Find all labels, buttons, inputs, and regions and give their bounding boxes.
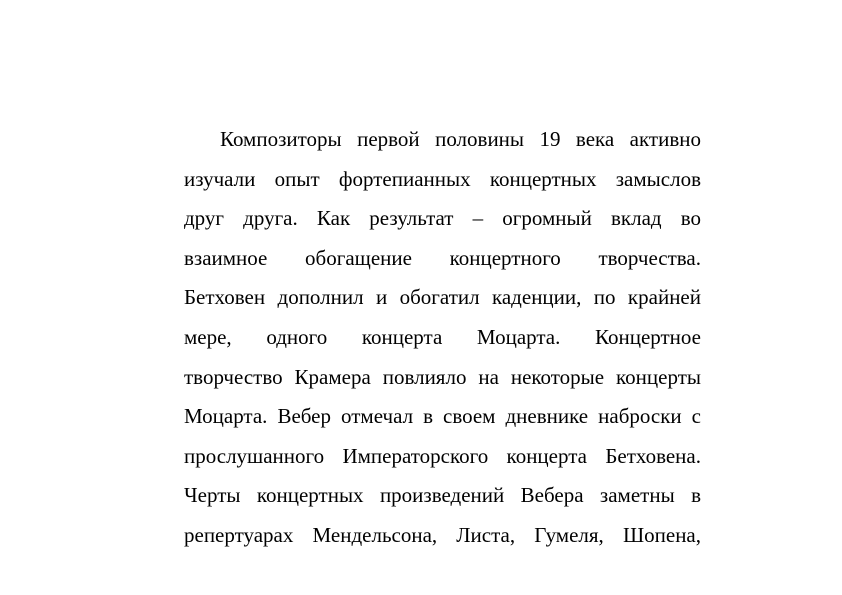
text-line-4: взаимное обогащение концертного творчества. <box>184 245 701 270</box>
text-line-2: изучали опыт фортепианных концертных замыслов <box>184 166 701 191</box>
text-line-1: Композиторы первой половины 19 века активно <box>220 127 701 151</box>
text-line-3: друг друга. Как результат – огромный вклад во <box>184 206 701 231</box>
text-line-6: мере, одного концерта Моцарта. Концертное <box>184 324 701 349</box>
body-paragraph <box>184 124 701 560</box>
text-line-11: репертуарах Мендельсона, Листа, Гумеля, Шопена, <box>184 522 701 547</box>
text-line-8: Моцарта. Вебер отмечал в своем дневнике наброски с <box>184 404 701 429</box>
text-line-5: Бетховен дополнил и обогатил каденции, по крайней <box>184 285 701 310</box>
text-line-10: Черты концертных произведений Вебера заметны в <box>184 483 701 508</box>
text-line-7: творчество Крамера повлияло на некоторые концерты <box>184 364 701 389</box>
text-line-9: прослушанного Императорского концерта Бетховена. <box>184 443 701 468</box>
